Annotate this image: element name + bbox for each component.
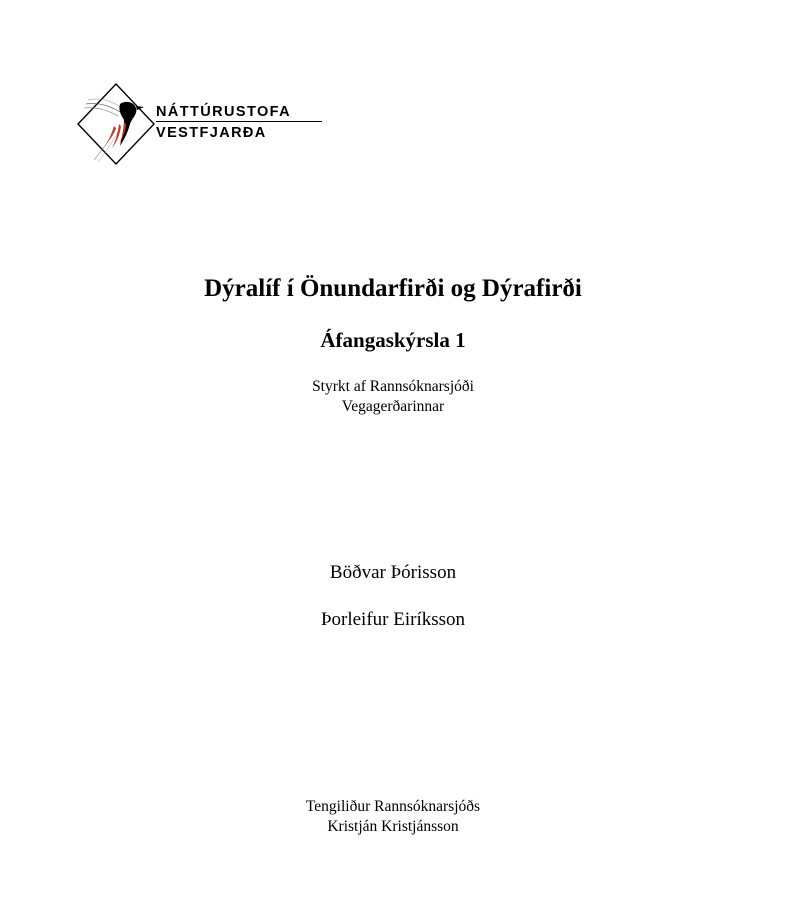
document-subtitle: Áfangaskýrsla 1 bbox=[320, 328, 466, 352]
logo-divider bbox=[156, 121, 322, 122]
document-title: Dýralíf í Önundarfirði og Dýrafirði bbox=[204, 275, 582, 302]
author-1: Böðvar Þórisson bbox=[329, 562, 457, 583]
raven-diamond-logo-icon bbox=[76, 80, 156, 168]
contact-line-1: Tengiliður Rannsóknarsjóðs bbox=[305, 798, 481, 815]
logo-line-1: NÁTTÚRUSTOFA bbox=[156, 104, 291, 120]
grant-line-2: Vegagerðarinnar bbox=[341, 398, 445, 415]
grant-note bbox=[0, 377, 786, 417]
logo-line-2: VESTFJARÐA bbox=[156, 125, 267, 141]
author-2: Þorleifur Eiríksson bbox=[320, 609, 466, 630]
contact-line-2: Kristján Kristjánsson bbox=[327, 818, 459, 835]
institution-logo bbox=[76, 80, 326, 168]
grant-line-1: Styrkt af Rannsóknarsjóði bbox=[312, 378, 474, 395]
contact-note bbox=[0, 797, 786, 837]
